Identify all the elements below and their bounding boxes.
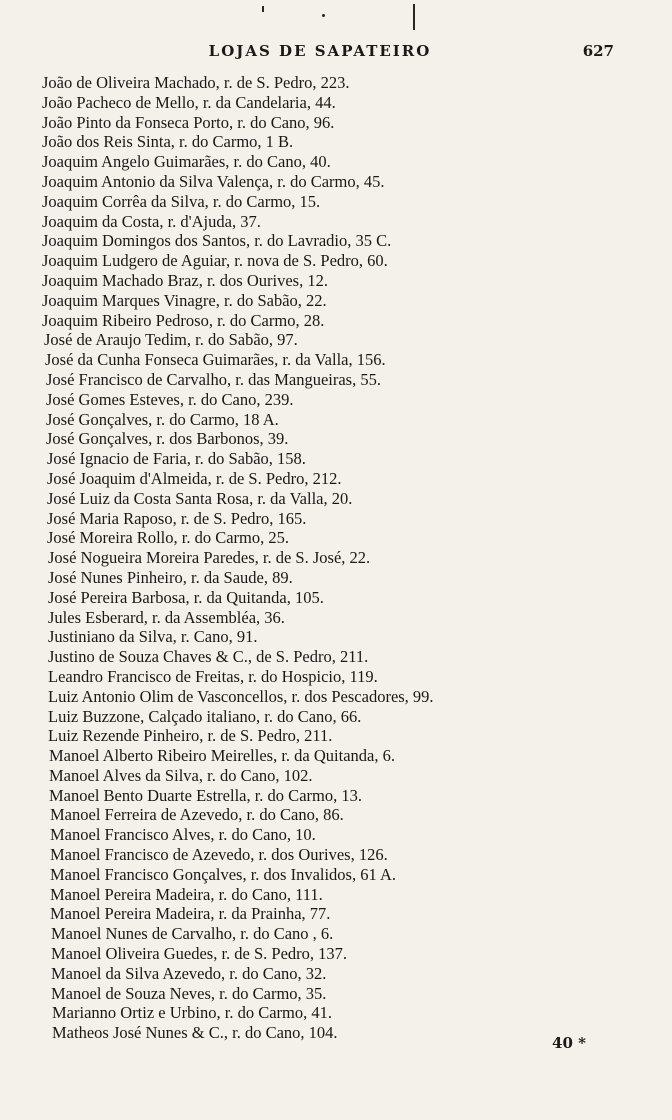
- directory-entry: José Moreira Rollo, r. do Carmo, 25.: [47, 528, 289, 548]
- directory-entry: José Gomes Esteves, r. do Cano, 239.: [46, 389, 294, 409]
- directory-entry: Manoel Francisco Alves, r. do Cano, 10.: [50, 825, 316, 845]
- directory-entry: José Gonçalves, r. dos Barbonos, 39.: [46, 429, 289, 449]
- directory-entry: Luiz Buzzone, Calçado italiano, r. do Cano, 66.: [48, 706, 362, 726]
- directory-entry: João de Oliveira Machado, r. de S. Pedro, 223.: [42, 73, 350, 92]
- directory-entry: Luiz Antonio Olim de Vasconcellos, r. dos Pescadores, 99.: [48, 686, 434, 706]
- directory-entry: Manoel Pereira Madeira, r. da Prainha, 77.: [50, 904, 331, 924]
- directory-entry: José da Cunha Fonseca Guimarães, r. da Valla, 156.: [45, 350, 386, 370]
- directory-list: [42, 73, 642, 1043]
- directory-entry: Joaquim Angelo Guimarães, r. do Cano, 40.: [42, 152, 331, 172]
- directory-entry: José Luiz da Costa Santa Rosa, r. da Valla, 20.: [47, 488, 353, 508]
- directory-entry: José Maria Raposo, r. de S. Pedro, 165.: [47, 508, 307, 528]
- directory-entry: Joaquim Corrêa da Silva, r. do Carmo, 15.: [42, 191, 321, 211]
- directory-entry: José Joaquim d'Almeida, r. de S. Pedro, 212.: [47, 468, 342, 488]
- directory-entry: Luiz Rezende Pinheiro, r. de S. Pedro, 211.: [48, 726, 333, 746]
- directory-entry: Manoel Nunes de Carvalho, r. do Cano , 6.: [51, 924, 334, 944]
- directory-entry: José Ignacio de Faria, r. do Sabão, 158.: [47, 449, 306, 469]
- directory-entry: Manoel da Silva Azevedo, r. do Cano, 32.: [51, 963, 327, 983]
- directory-entry: Marianno Ortiz e Urbino, r. do Carmo, 41.: [52, 1003, 332, 1023]
- directory-entry: Manoel Francisco Gonçalves, r. dos Invalidos, 61 A.: [50, 864, 396, 884]
- running-title: LOJAS DE SAPATEIRO: [208, 42, 432, 60]
- directory-entry: Manoel Alves da Silva, r. do Cano, 102.: [49, 765, 313, 785]
- directory-entry: João Pacheco de Mello, r. da Candelaria, 44.: [42, 92, 336, 112]
- directory-entry: Jules Esberard, r. da Assembléa, 36.: [48, 607, 285, 627]
- directory-entry: Joaquim Marques Vinagre, r. do Sabão, 22.: [42, 290, 327, 310]
- directory-entry: Joaquim Ludgero de Aguiar, r. nova de S. Pedro, 60.: [42, 251, 388, 271]
- directory-entry: José Pereira Barbosa, r. da Quitanda, 105.: [48, 587, 324, 607]
- directory-entry: Justino de Souza Chaves & C., de S. Pedro, 211.: [48, 647, 369, 667]
- page-header: [0, 42, 672, 64]
- directory-entry: José Francisco de Carvalho, r. das Mangueiras, 55.: [46, 369, 381, 389]
- directory-entry: Manoel Pereira Madeira, r. do Cano, 111.: [50, 884, 323, 904]
- directory-entry: João Pinto da Fonseca Porto, r. do Cano, 96.: [42, 112, 335, 132]
- directory-entry: Justiniano da Silva, r. Cano, 91.: [48, 627, 258, 647]
- directory-entry: Leandro Francisco de Freitas, r. do Hospicio, 119.: [48, 666, 378, 686]
- directory-entry: Manoel Alberto Ribeiro Meirelles, r. da Quitanda, 6.: [49, 746, 395, 766]
- directory-entry: Joaquim da Costa, r. d'Ajuda, 37.: [42, 211, 261, 231]
- directory-entry: José Gonçalves, r. do Carmo, 18 A.: [46, 409, 279, 429]
- top-margin-marks: [0, 4, 672, 38]
- directory-entry: Joaquim Antonio da Silva Valença, r. do Carmo, 45.: [42, 171, 385, 191]
- directory-entry: Joaquim Domingos dos Santos, r. do Lavradio, 35 C.: [42, 231, 392, 251]
- directory-entry: Matheos José Nunes & C., r. do Cano, 104.: [52, 1023, 338, 1043]
- signature-mark: 40 *: [552, 1034, 586, 1052]
- directory-entry: Joaquim Ribeiro Pedroso, r. do Carmo, 28.: [42, 310, 325, 330]
- directory-entry: José Nogueira Moreira Paredes, r. de S. José, 22.: [48, 548, 371, 568]
- directory-entry: Manoel Oliveira Guedes, r. de S. Pedro, 137.: [51, 944, 348, 964]
- page-number: 627: [582, 42, 614, 60]
- directory-entry: Joaquim Machado Braz, r. dos Ourives, 12.: [42, 270, 328, 290]
- directory-entry: Manoel de Souza Neves, r. do Carmo, 35.: [51, 983, 327, 1003]
- directory-entry: Manoel Bento Duarte Estrella, r. do Carmo, 13.: [49, 785, 362, 805]
- directory-entry: João dos Reis Sinta, r. do Carmo, 1 B.: [42, 132, 294, 152]
- directory-entry: Manoel Ferreira de Azevedo, r. do Cano, 86.: [50, 805, 344, 825]
- directory-entry: José de Araujo Tedim, r. do Sabão, 97.: [44, 330, 298, 350]
- directory-entry: José Nunes Pinheiro, r. da Saude, 89.: [48, 567, 293, 587]
- directory-entry: Manoel Francisco de Azevedo, r. dos Ourives, 126.: [50, 845, 388, 865]
